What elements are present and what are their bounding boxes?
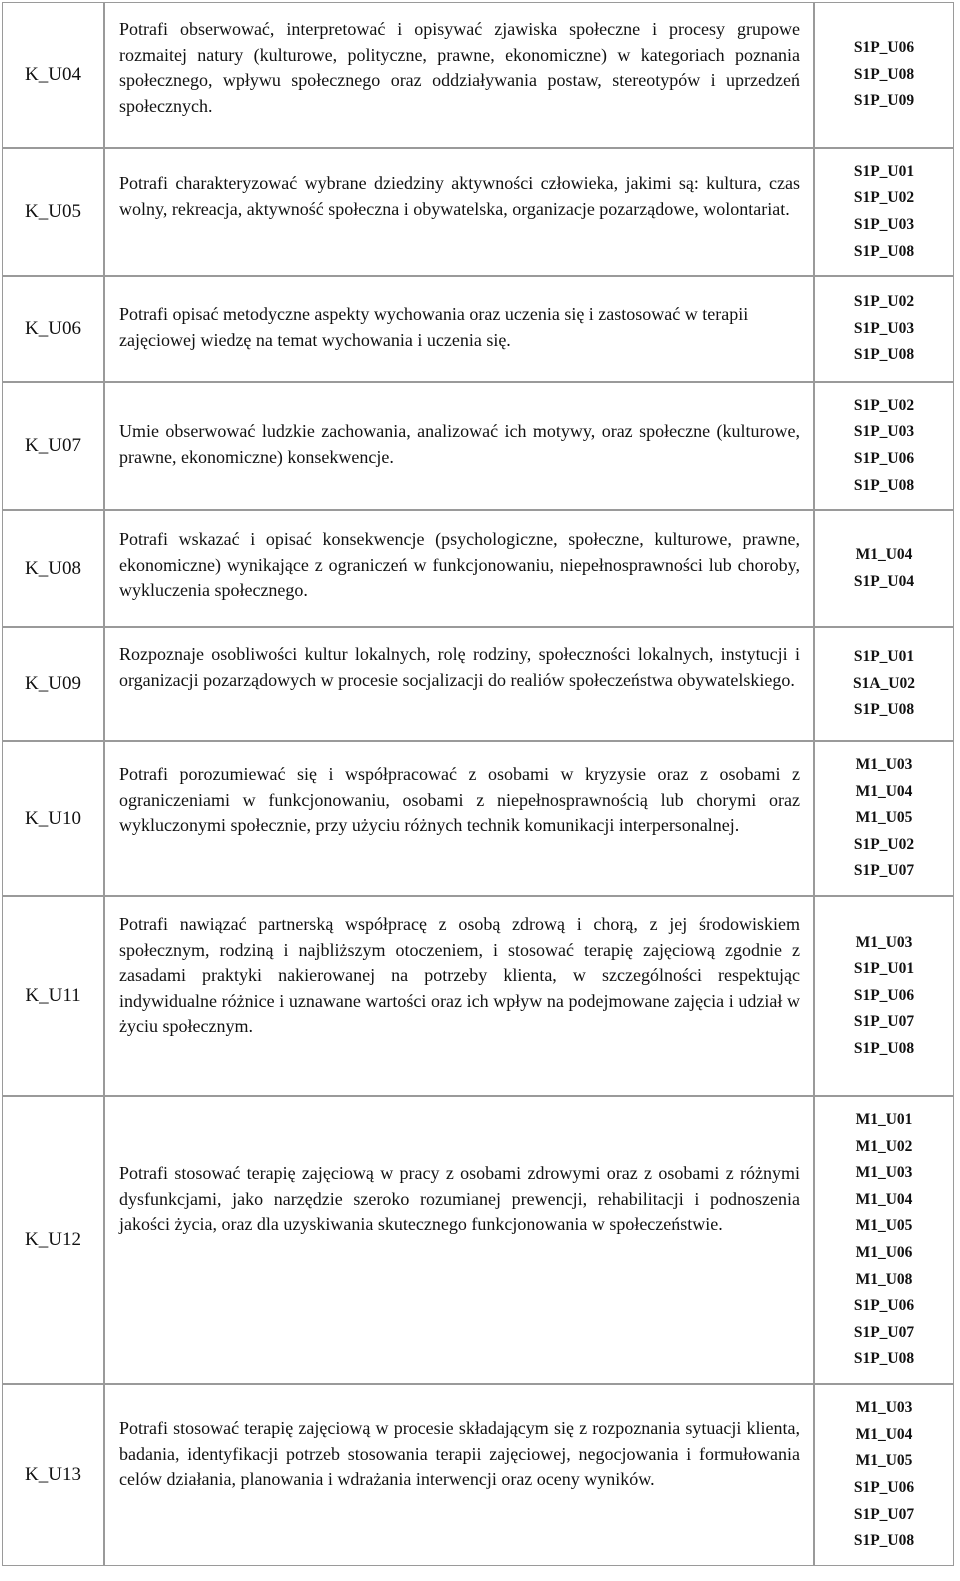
- reference-code: M1_U03: [855, 756, 913, 774]
- outcome-code: K_U10: [2, 741, 104, 896]
- reference-codes: [814, 2, 954, 148]
- outcome-description-cell: [104, 382, 814, 510]
- reference-code: S1P_U02: [853, 293, 915, 311]
- table-row: [2, 2, 954, 148]
- reference-code: S1P_U08: [853, 346, 915, 364]
- reference-code: M1_U04: [855, 1190, 913, 1208]
- reference-code: S1P_U08: [853, 1532, 915, 1550]
- table-row: [2, 382, 954, 510]
- table-row: [2, 627, 954, 741]
- outcome-description-cell: [104, 1384, 814, 1566]
- outcome-description-cell: [104, 276, 814, 382]
- outcome-code: K_U08: [2, 510, 104, 627]
- reference-codes: [814, 510, 954, 627]
- reference-code: M1_U04: [855, 782, 913, 800]
- table-row: [2, 1096, 954, 1384]
- outcome-description-cell: [104, 741, 814, 896]
- reference-code: S1P_U01: [853, 960, 915, 978]
- outcome-description: Rozpoznaje osobliwości kultur lokalnych, rolę rodziny, społeczności lokalnych, instytucji i organizacji pozarządowych w procesie socjalizacji do realiów społeczeństwa obywatelskiego.: [119, 644, 800, 690]
- outcome-description-cell: [104, 1096, 814, 1384]
- reference-codes: [814, 627, 954, 741]
- reference-code: M1_U05: [855, 809, 913, 827]
- reference-code: S1P_U07: [853, 862, 915, 880]
- reference-code: S1P_U02: [853, 189, 915, 207]
- outcome-description-cell: [104, 627, 814, 741]
- outcome-description-cell: [104, 2, 814, 148]
- outcome-code: K_U07: [2, 382, 104, 510]
- reference-code: S1P_U04: [853, 572, 915, 590]
- reference-code: S1P_U08: [853, 65, 915, 83]
- outcome-code: K_U05: [2, 148, 104, 276]
- reference-code: S1A_U02: [852, 674, 915, 692]
- reference-code: S1P_U01: [853, 648, 915, 666]
- reference-code: S1P_U06: [853, 1297, 915, 1315]
- reference-codes: [814, 1384, 954, 1566]
- reference-code: S1P_U07: [853, 1013, 915, 1031]
- outcome-description-cell: [104, 510, 814, 627]
- reference-code: S1P_U06: [853, 1479, 915, 1496]
- reference-code: S1P_U02: [853, 396, 915, 414]
- table-row: [2, 741, 954, 896]
- table-row: [2, 510, 954, 627]
- reference-code: S1P_U08: [853, 701, 915, 719]
- reference-code: S1P_U08: [853, 1350, 915, 1368]
- reference-code: S1P_U02: [853, 835, 915, 853]
- outcome-code: K_U09: [2, 627, 104, 741]
- reference-code: M1_U04: [855, 1425, 913, 1443]
- reference-code: S1P_U08: [853, 1039, 915, 1057]
- reference-code: M1_U04: [855, 545, 913, 563]
- outcome-code: K_U04: [2, 2, 104, 148]
- reference-code: S1P_U03: [853, 319, 915, 337]
- reference-code: S1P_U01: [853, 162, 915, 180]
- outcome-description: Potrafi charakteryzować wybrane dziedziny aktywności człowieka, jakimi są: kultura, czas wolny, rekreacja, aktywność społeczna i obywatelska, organizacje pozarządowe, wolontariat.: [119, 173, 800, 219]
- reference-codes: [814, 382, 954, 510]
- reference-codes: [814, 1096, 954, 1384]
- reference-code: M1_U01: [855, 1111, 913, 1129]
- outcome-code: K_U11: [2, 896, 104, 1096]
- reference-code: M1_U05: [855, 1217, 913, 1235]
- outcome-code: K_U13: [2, 1384, 104, 1566]
- reference-code: M1_U03: [855, 1164, 913, 1182]
- outcome-description: Potrafi stosować terapię zajęciową w procesie składającym się z rozpoznania sytuacji klienta, badania, identyfikacji potrzeb stosowania terapii zajęciowej, negocjowania i formułowania celów działania, planowania i wdrażania interwencji oraz oceny wyników.: [119, 1418, 800, 1490]
- reference-code: M1_U03: [855, 1399, 913, 1417]
- reference-codes: [814, 276, 954, 382]
- table-row: [2, 148, 954, 276]
- outcome-description: Potrafi porozumiewać się i współpracować z osobami w kryzysie oraz z osobami z ograniczeniami w funkcjonowaniu, osobami z niepełnosprawnością lub chorymi oraz wykluczonymi społecznie, przy użyciu różnych technik komunikacji interpersonalnej.: [119, 764, 800, 836]
- reference-code: S1P_U09: [853, 92, 915, 110]
- reference-codes: [814, 741, 954, 896]
- reference-code: S1P_U07: [853, 1505, 915, 1523]
- outcome-description: Potrafi opisać metodyczne aspekty wychowania oraz uczenia się i zastosować w terapii zajęciowej wiedzę na temat wychowania i uczenia się.: [119, 304, 749, 350]
- table-row: [2, 896, 954, 1096]
- reference-code: M1_U06: [855, 1244, 913, 1261]
- reference-code: M1_U03: [855, 933, 913, 951]
- reference-code: S1P_U07: [853, 1323, 915, 1341]
- reference-code: S1P_U08: [853, 242, 915, 260]
- outcome-description: Potrafi obserwować, interpretować i opisywać zjawiska społeczne i procesy grupowe rozmaitej natury (kulturowe, polityczne, prawne, ekonomiczne) w kategoriach poznania społecznego, wpływu społecznego oraz oddziaływania postaw, stereotypów i uprzedzeń społecznych.: [119, 19, 800, 116]
- reference-codes: [814, 896, 954, 1096]
- reference-code: S1P_U06: [853, 986, 915, 1004]
- reference-code: M1_U05: [855, 1452, 913, 1470]
- reference-code: S1P_U03: [853, 216, 915, 233]
- outcome-code: K_U06: [2, 276, 104, 382]
- reference-codes: [814, 148, 954, 276]
- outcome-description-cell: [104, 896, 814, 1096]
- reference-code: S1P_U06: [853, 450, 915, 467]
- reference-code: S1P_U06: [853, 39, 915, 57]
- reference-code: M1_U08: [855, 1270, 913, 1288]
- reference-code: S1P_U03: [853, 423, 915, 441]
- outcome-description-cell: [104, 148, 814, 276]
- outcome-description: Potrafi wskazać i opisać konsekwencje (psychologiczne, społeczne, kulturowe, prawne, ekonomiczne) wynikające z ograniczeń w funkcjonowaniu, niepełnosprawności lub choroby, wykluczenia społecznego.: [119, 529, 800, 601]
- reference-code: S1P_U08: [853, 476, 915, 494]
- outcome-description: Potrafi stosować terapię zajęciową w pracy z osobami zdrowymi oraz z osobami z różnymi dysfunkcjami, jako narzędzie szeroko rozumianej prewencji, rehabilitacji i podnoszenia jakości życia, oraz dla uzyskiwania skutecznego funkcjonowania w społeczeństwie.: [119, 1163, 800, 1235]
- reference-code: M1_U02: [855, 1137, 913, 1155]
- outcome-code: K_U12: [2, 1096, 104, 1384]
- table-row: [2, 1384, 954, 1566]
- outcome-description: Umie obserwować ludzkie zachowania, analizować ich motywy, oraz społeczne (kulturowe, prawne, ekonomiczne) konsekwencje.: [119, 421, 800, 467]
- table-row: [2, 276, 954, 382]
- outcome-description: Potrafi nawiązać partnerską współpracę z osobą zdrową i chorą, z jej środowiskiem społecznym, rodziną i najbliższym otoczeniem, i stosować terapię zajęciową zgodnie z zasadami praktyki nakierowanej na potrzeby klienta, w szczególności respektując indywidualne różnice i uznawane wartości oraz ich wpływ na podejmowane zajęcia i udział w życiu społecznym.: [119, 914, 800, 1037]
